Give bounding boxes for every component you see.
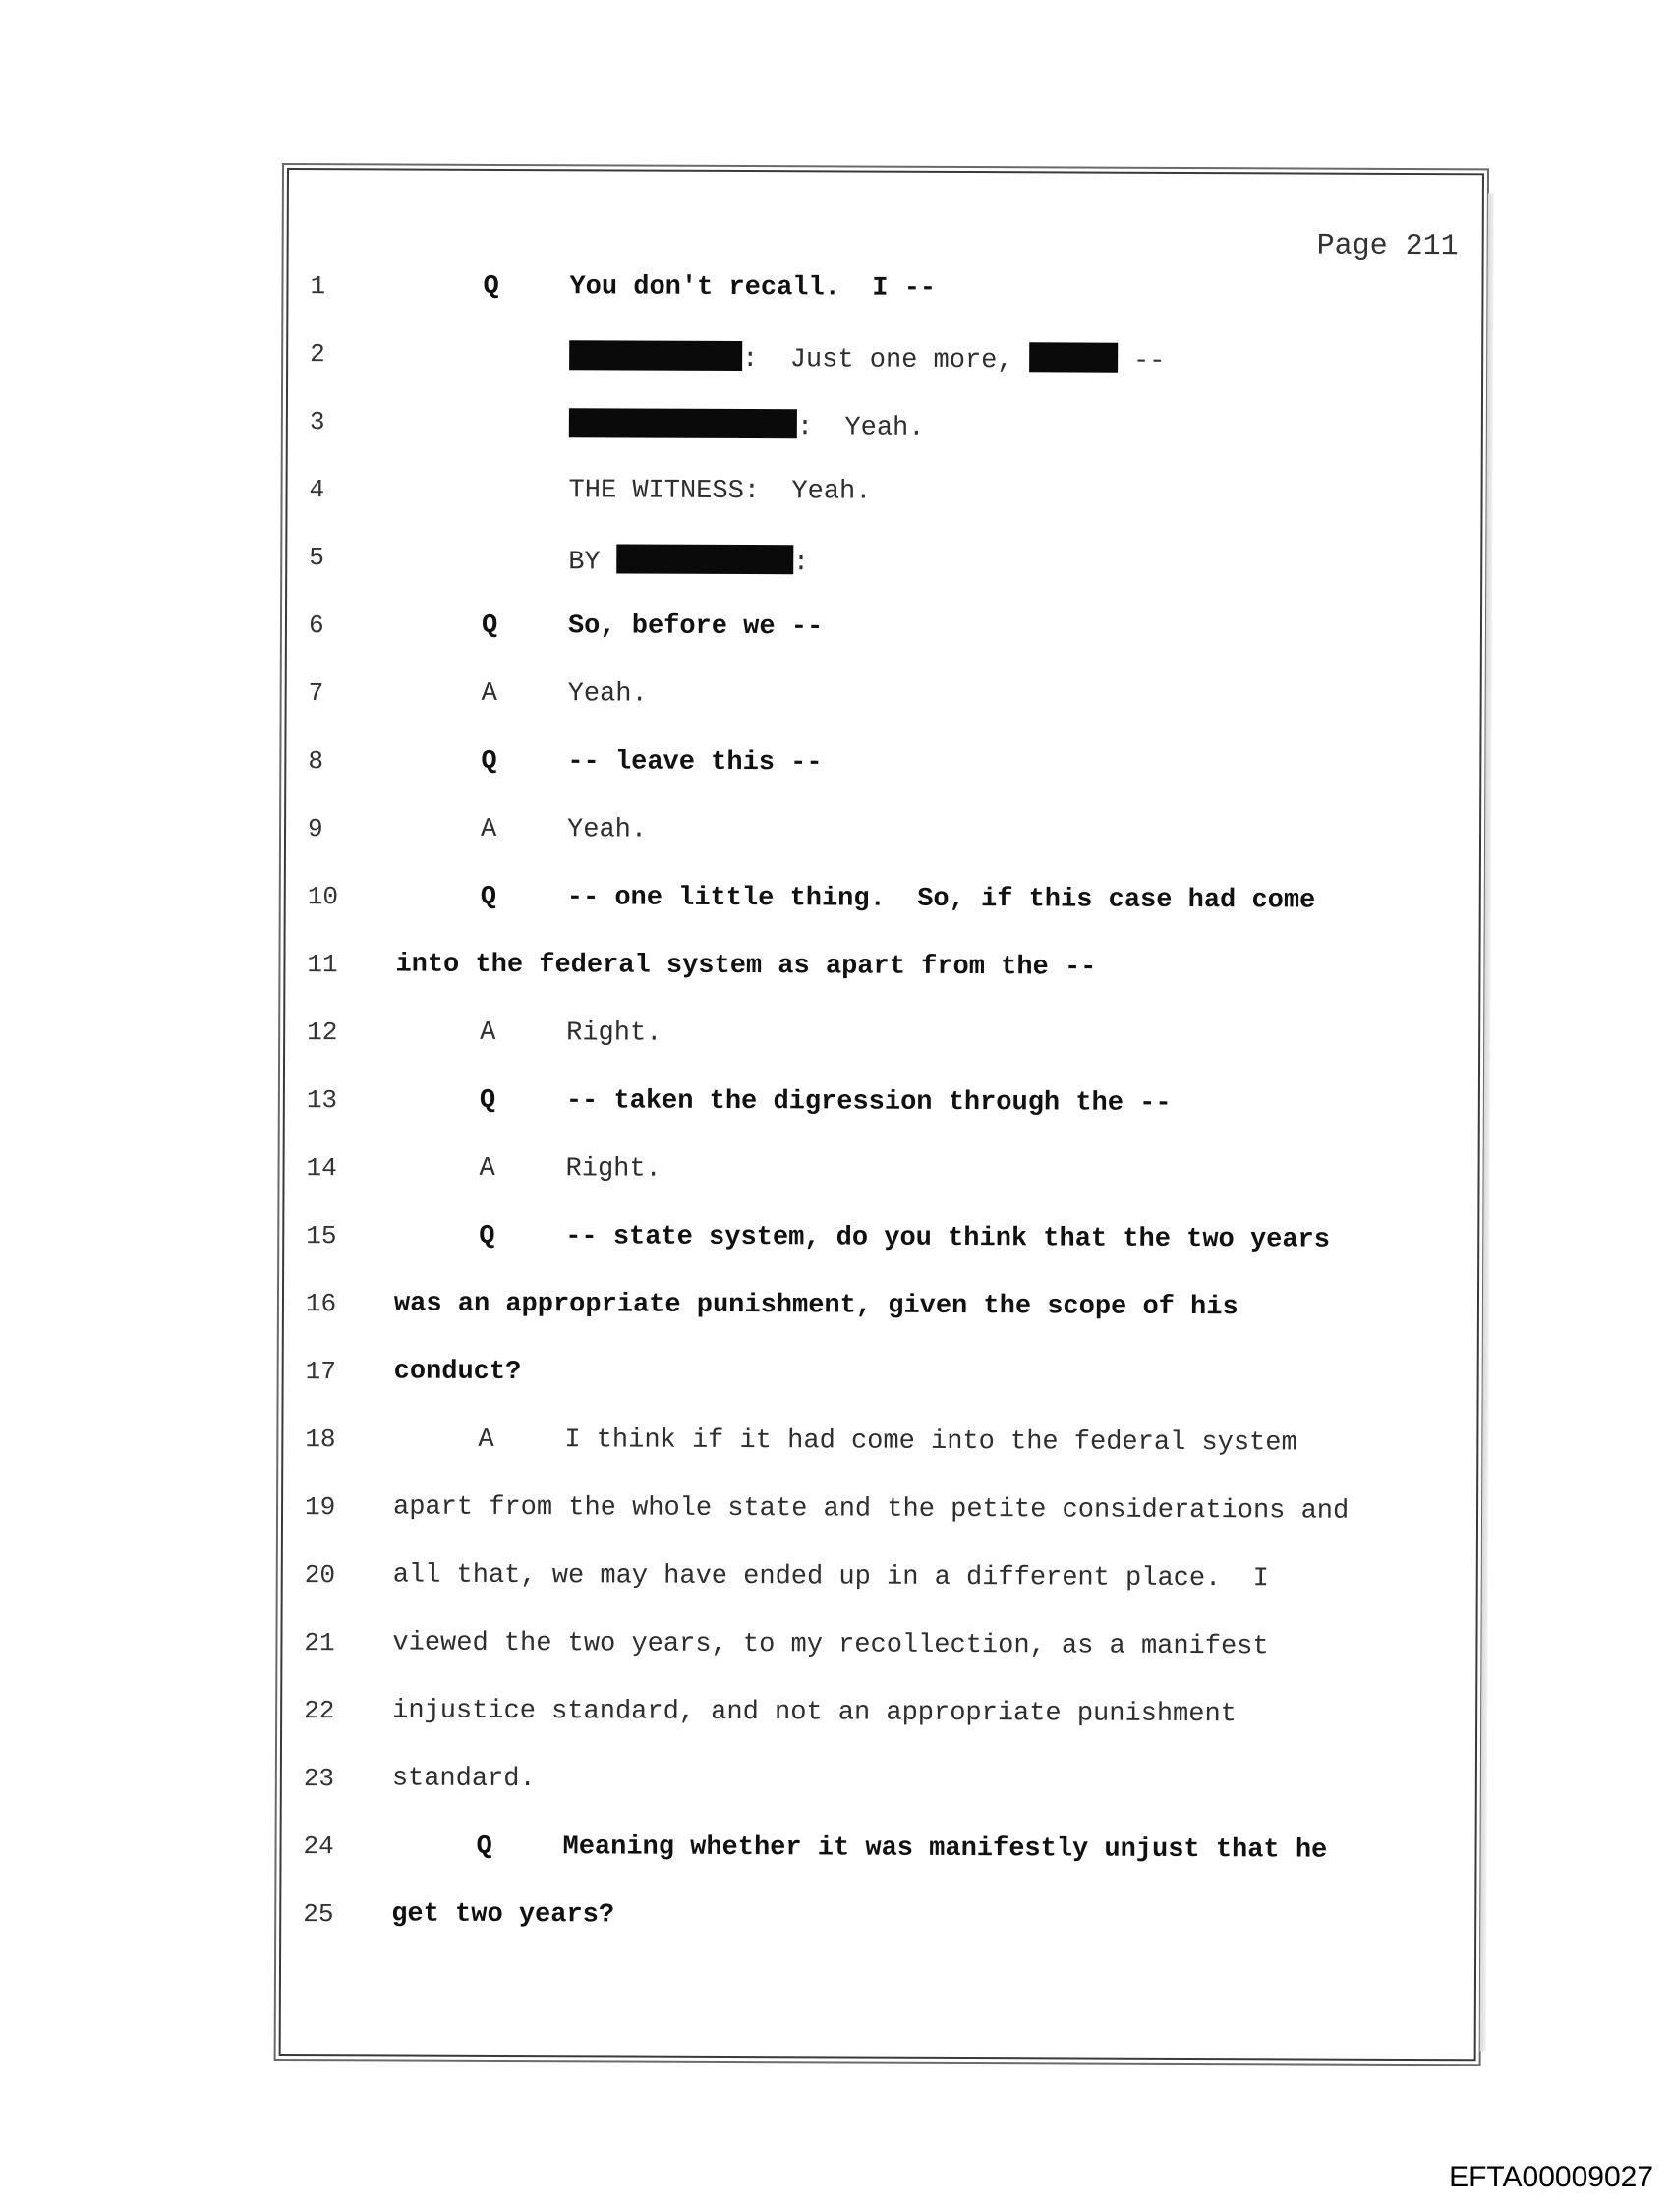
- line-number: 1: [310, 271, 326, 302]
- transcript-line: [281, 1832, 1461, 1886]
- transcript-line: [287, 475, 1467, 529]
- line-number: 22: [304, 1696, 335, 1726]
- transcript-line: [287, 611, 1467, 665]
- transcript-line: [286, 882, 1466, 936]
- line-number: 23: [303, 1764, 335, 1794]
- line-text: [569, 408, 925, 443]
- line-text: conduct?: [393, 1357, 522, 1388]
- line-number: 19: [304, 1492, 336, 1523]
- speaker-marker: Q: [476, 1832, 492, 1862]
- transcript-line: [282, 1628, 1462, 1682]
- speaker-marker: A: [481, 678, 497, 709]
- line-number: 3: [309, 407, 325, 437]
- line-text: Right.: [566, 1019, 663, 1049]
- transcript-line: [286, 746, 1466, 800]
- line-text-after-redaction: : Just one more,: [742, 345, 1013, 377]
- line-number: 15: [306, 1221, 337, 1252]
- transcript-line: [282, 1764, 1462, 1818]
- speaker-marker: Q: [480, 882, 497, 912]
- transcript-line: [284, 1221, 1464, 1275]
- transcript-line: [287, 543, 1467, 597]
- transcript-line: [288, 339, 1468, 393]
- line-text: Meaning whether it was manifestly unjust that he: [562, 1833, 1328, 1866]
- line-number: 18: [305, 1425, 336, 1455]
- line-number: 4: [309, 475, 325, 505]
- speaker-marker: Q: [481, 746, 497, 777]
- line-text: Yeah.: [566, 815, 648, 845]
- line-text: Right.: [565, 1154, 662, 1185]
- redaction-block: [569, 408, 797, 438]
- speaker-marker: Q: [481, 611, 498, 641]
- transcript-line: [288, 407, 1468, 461]
- transcript-line: [283, 1560, 1463, 1614]
- line-number: 8: [308, 746, 324, 777]
- line-number: 9: [308, 814, 323, 844]
- line-text: You don't recall. I --: [569, 272, 937, 304]
- redaction-block: [569, 340, 742, 371]
- line-text: I think if it had come into the federal system: [564, 1426, 1297, 1459]
- transcript-line: [285, 950, 1465, 1004]
- transcript-line: [281, 1899, 1461, 1953]
- speaker-marker: A: [478, 1425, 494, 1455]
- document-id: EFTA00009027: [1449, 2161, 1653, 2193]
- transcript-line: [283, 1492, 1463, 1546]
- line-number: 14: [306, 1153, 337, 1184]
- speaker-marker: A: [481, 814, 497, 844]
- transcript-line: [284, 1153, 1464, 1207]
- speaker-marker: Q: [483, 271, 499, 302]
- transcript-line: [286, 814, 1466, 868]
- transcript-line: [285, 1085, 1465, 1139]
- transcript-line: [287, 678, 1467, 732]
- line-number: 24: [303, 1832, 334, 1862]
- line-number: 5: [309, 543, 324, 573]
- transcript-line: [283, 1425, 1463, 1479]
- speaker-marker: Q: [479, 1085, 496, 1116]
- line-text: Yeah.: [567, 679, 648, 710]
- line-text: injustice standard, and not an appropriate punishment: [392, 1696, 1237, 1730]
- redaction-block: [616, 544, 793, 574]
- redaction-block: [1029, 342, 1118, 372]
- transcript-page: [279, 168, 1484, 2061]
- line-number: 10: [307, 882, 339, 912]
- page-number: Page 211: [1316, 229, 1459, 264]
- line-number: 6: [308, 611, 324, 641]
- line-text: viewed the two years, to my recollection, as a manifest: [392, 1628, 1269, 1662]
- speaker-marker: A: [479, 1153, 495, 1184]
- line-text: get two years?: [391, 1899, 615, 1931]
- transcript-line: [284, 1289, 1464, 1343]
- line-text-before-redaction: BY: [568, 548, 616, 578]
- line-text: into the federal system as apart from the --: [395, 950, 1097, 983]
- line-text-after-redaction: : Yeah.: [796, 413, 925, 443]
- line-text: [569, 340, 1165, 377]
- transcript-line: [282, 1696, 1462, 1750]
- speaker-marker: A: [480, 1018, 496, 1048]
- line-number: 20: [304, 1560, 336, 1591]
- line-text: apart from the whole state and the petite considerations and: [392, 1492, 1350, 1527]
- line-text-after-redaction: :: [792, 549, 810, 579]
- line-text: -- leave this --: [567, 747, 823, 779]
- line-text: was an appropriate punishment, given the scope of his: [393, 1289, 1239, 1323]
- line-text: all that, we may have ended up in a different place. I: [392, 1560, 1269, 1595]
- line-text: THE WITNESS: Yeah.: [568, 476, 872, 507]
- line-text: -- one little thing. So, if this case had come: [566, 883, 1316, 916]
- line-number: 16: [305, 1289, 337, 1319]
- line-number: 17: [305, 1357, 336, 1387]
- transcript-line: [288, 271, 1468, 325]
- line-text: So, before we --: [567, 611, 824, 643]
- line-text: [568, 544, 809, 578]
- line-number: 25: [303, 1899, 334, 1930]
- line-number: 21: [304, 1628, 335, 1659]
- line-text: -- state system, do you think that the two years: [565, 1222, 1331, 1255]
- line-number: 7: [308, 678, 324, 709]
- line-number: 12: [307, 1018, 338, 1048]
- line-number: 13: [306, 1085, 338, 1116]
- speaker-marker: Q: [479, 1221, 495, 1252]
- line-number: 2: [310, 339, 325, 370]
- line-text: standard.: [391, 1764, 536, 1795]
- line-text-end: --: [1117, 346, 1166, 377]
- transcript-line: [284, 1357, 1464, 1411]
- line-number: 11: [307, 950, 338, 980]
- transcript-line: [285, 1018, 1465, 1072]
- line-text: -- taken the digression through the --: [565, 1086, 1172, 1119]
